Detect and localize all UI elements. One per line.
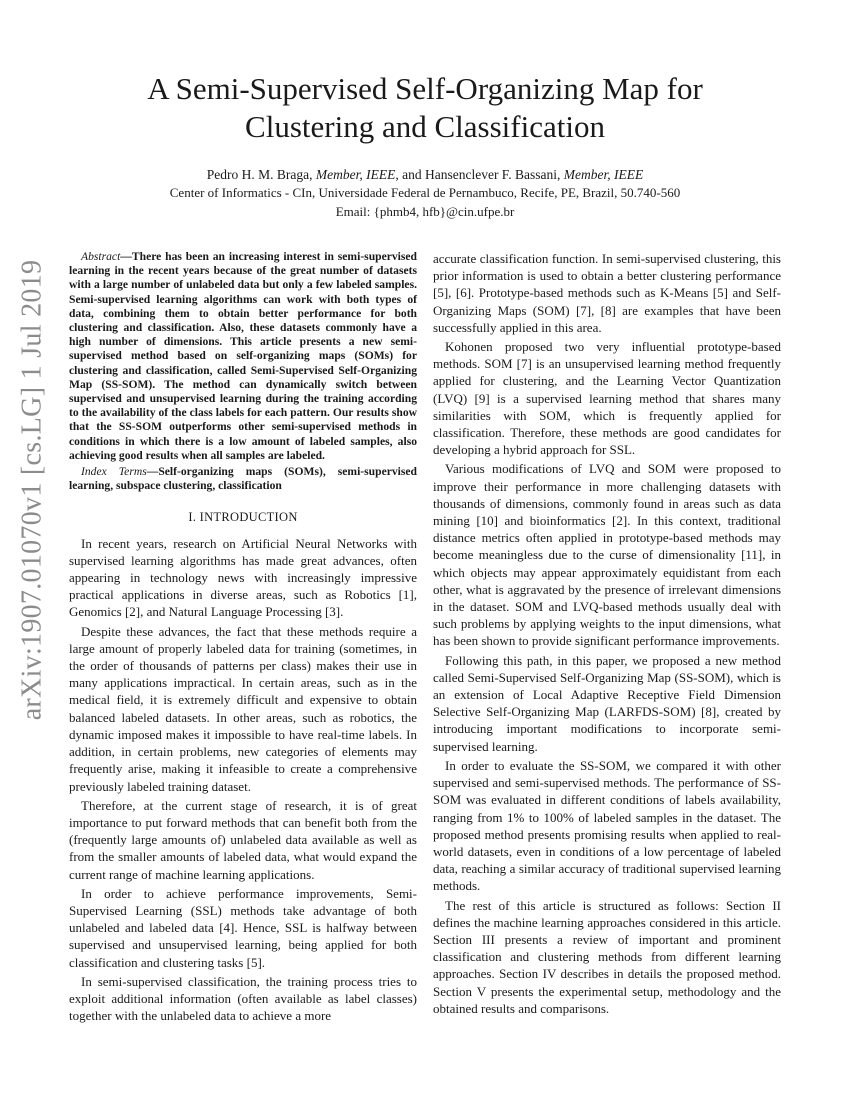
author-line bbox=[60, 166, 790, 184]
title-line-1: A Semi-Supervised Self-Organizing Map for bbox=[147, 71, 703, 106]
abstract-text: —There has been an increasing interest in semi-supervised learning in the recent years because of the great number of datasets with a large number of unlabeled data but only a few labeled samples. Semi-supervised learning algorithms can work with both types of data, combining them to obtain better performance for both clustering and classification. Also, these datasets commonly have a high number of dimensions. This article presents a new semi-supervised method based on self-organizing maps (SOMs) for clustering and classification, called Semi-Supervised Self-Organizing Map (SS-SOM). The method can dynamically switch between supervised and unsupervised learning during the training according to the availability of the class labels for each pattern. Our results show that the SS-SOM outperforms other semi-supervised methods in conditions in which there is a low amount of labeled samples, also achieving good results when all samples are labeled. bbox=[69, 250, 417, 462]
abstract-label: Abstract bbox=[81, 250, 121, 263]
paragraph: Despite these advances, the fact that these methods require a large amount of properly labeled data for training (sometimes, in the order of thousands of patterns per class) makes their use in many applications impractical. In certain areas, such as in the medical field, it is extremely difficult and expensive to obtain balanced labeled datasets. In other areas, such as robotics, the dynamic imposed makes it impossible to have real-time labels. In addition, in certain problems, new categories of elements may frequently arise, making it infeasible to create a comprehensive previously labeled training dataset. bbox=[69, 623, 417, 794]
title-line-2: Clustering and Classification bbox=[245, 109, 605, 144]
email-line: Email: {phmb4, hfb}@cin.ufpe.br bbox=[335, 204, 515, 219]
paragraph: Therefore, at the current stage of research, it is of great importance to put forward methods that can benefit both from the (frequently large amounts of) unlabeled data available as well as from the smaller amounts of labeled data, what would expand the current range of machine learning applications. bbox=[69, 797, 417, 882]
left-column bbox=[69, 250, 417, 1026]
arxiv-identifier-text: arXiv:1907.01070v1 [cs.LG] 1 Jul 2019 bbox=[16, 259, 48, 721]
author-2-role: Member, IEEE bbox=[563, 167, 644, 182]
paragraph: accurate classification function. In semi-supervised clustering, this prior information is used to obtain a better clustering performance [5], [6]. Prototype-based methods such as K-Means [5] and Self-Organizing Maps (SOM) [7], [8] are examples that have been successfully applied in this area. bbox=[433, 251, 781, 335]
paragraph: The rest of this article is structured as follows: Section II defines the machine learning approaches considered in this article. Section III presents a review of important and prominent classification and clustering methods from different learning approaches. Section IV describes in details the proposed method. Section V presents the experimental setup, methodology and the obtained results and comparisons. bbox=[433, 897, 781, 1016]
author-join: , and Hansenclever F. Bassani, bbox=[395, 167, 564, 182]
index-terms-text: —Self-organizing maps (SOMs), semi-supervised learning, subspace clustering, classification bbox=[69, 465, 417, 493]
index-terms bbox=[69, 465, 417, 493]
paragraph: In semi-supervised classification, the training process tries to exploit additional information (often available as label classes) together with the unlabeled data to achieve a more bbox=[69, 973, 417, 1024]
index-terms-label: Index Terms bbox=[81, 465, 147, 479]
arxiv-identifier bbox=[2, 259, 62, 721]
author-1-role: Member, IEEE bbox=[315, 167, 396, 182]
affiliation: Center of Informatics - CIn, Universidade Federal de Pernambuco, Recife, PE, Brazil, 50.740-560 bbox=[169, 185, 681, 200]
right-column bbox=[433, 250, 781, 1019]
abstract bbox=[69, 250, 417, 463]
paragraph: Following this path, in this paper, we proposed a new method called Semi-Supervised Self-Organizing Map (SS-SOM), which is an extension of Local Adaptive Receptive Field Dimension Selective Self-Organizing Map (LARFDS-SOM) [8], created by introducing important modifications to incorporate semi-supervised learning. bbox=[433, 652, 781, 754]
paragraph: In order to evaluate the SS-SOM, we compared it with other supervised and semi-supervised methods. The performance of SS-SOM was evaluated in different conditions of labels availability, ranging from 1% to 100% of labeled samples in the dataset. The proposed method presents promising results when applied to real-world datasets, even in conditions of a low percentage of labeled data, reaching a similar accuracy of traditional supervised learning methods. bbox=[433, 757, 781, 894]
section-heading-introduction: I. INTRODUCTION bbox=[188, 510, 298, 525]
paragraph: In order to achieve performance improvements, Semi-Supervised Learning (SSL) methods take advantage of both unlabeled and labeled data [4]. Hence, SSL is halfway between supervised and unsupervised learning, being applied for both classification and clustering tasks [5]. bbox=[69, 885, 417, 970]
author-1: Pedro H. M. Braga, bbox=[206, 167, 316, 182]
paragraph: Various modifications of LVQ and SOM were proposed to improve their performance in more challenging datasets with thousands of dimensions, commonly found in areas such as data mining [10] and bioinformatics [2]. In this context, traditional distance metrics often applied in prototype-based methods may become meaningless due to the curse of dimensionality [11], in which objects may appear approximately equidistant from each other, what is aggravated by the presence of irrelevant dimensions in the dataset. SOM and LVQ-based methods usually deal with such problems by applying weights to the input dimensions, what has been shown to provide significant performance improvements. bbox=[433, 461, 781, 649]
paragraph: Kohonen proposed two very influential prototype-based methods. SOM [7] is an unsupervised learning method frequently applied for clustering, and the Learning Vector Quantization (LVQ) [9] is a supervised learning method that shares many similarities with SOM, which is frequently applied for classification. Therefore, these methods are good candidates for developing a hybrid approach for SSL. bbox=[433, 339, 781, 458]
paper-title bbox=[60, 70, 790, 146]
paragraph: In recent years, research on Artificial Neural Networks with supervised learning algorithms has made great advances, often appearing in technology news with increasingly impressive practical applications in diverse areas, such as Robotics [1], Genomics [2], and Natural Language Processing [3]. bbox=[69, 535, 417, 620]
